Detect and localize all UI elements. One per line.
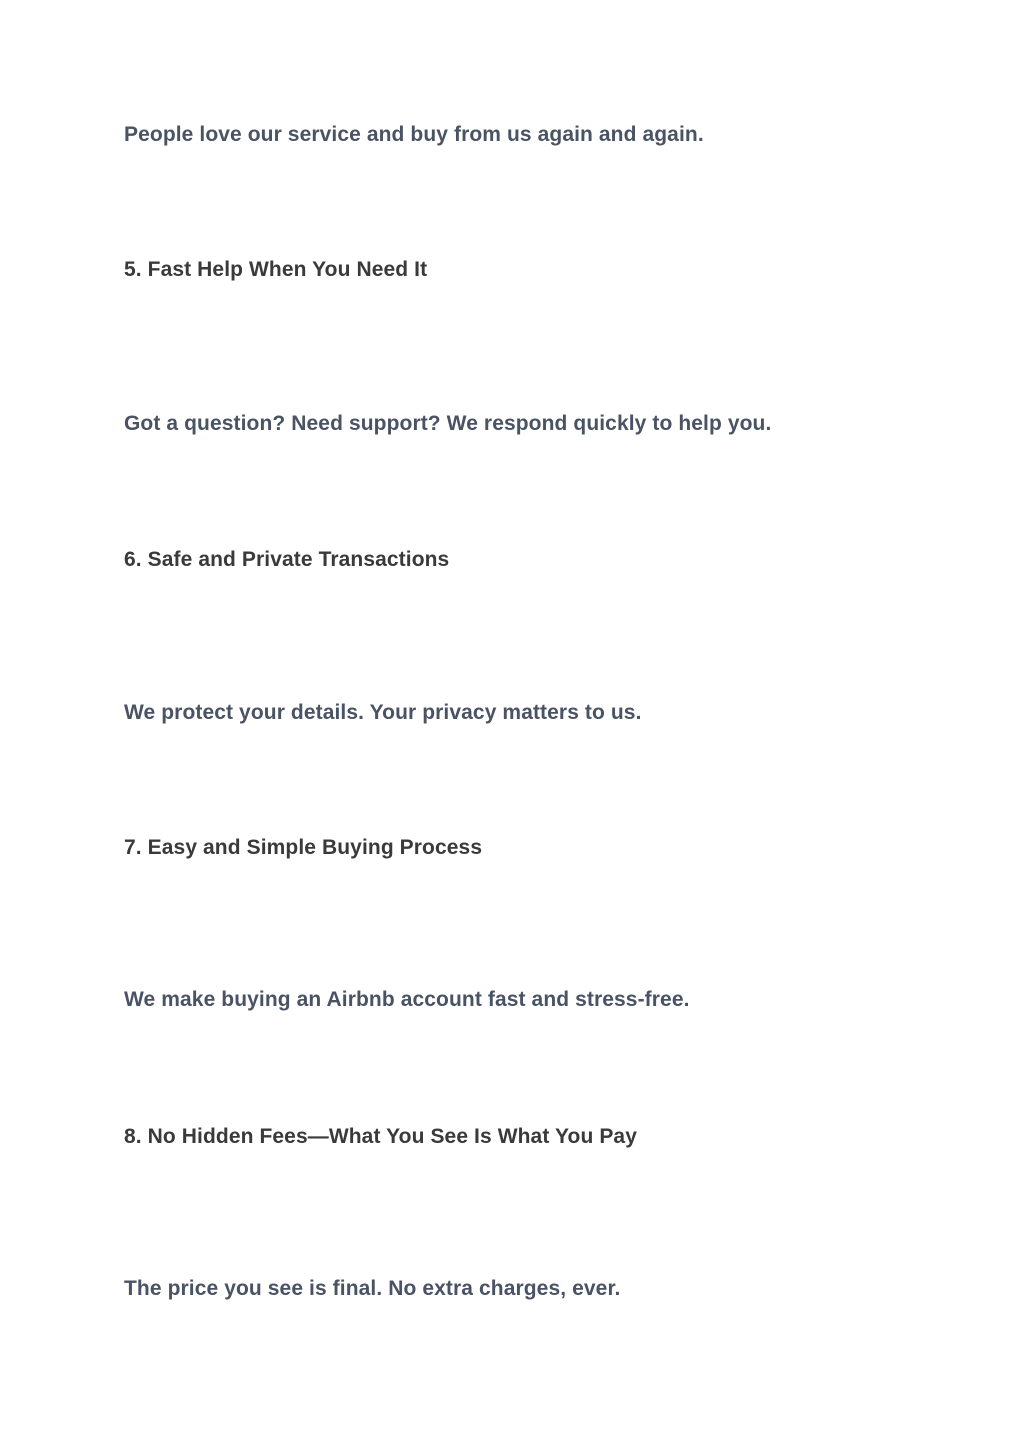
statement-privacy: We protect your details. Your privacy matters to us. — [124, 701, 642, 724]
heading-safe-private-transactions: 6. Safe and Private Transactions — [124, 548, 450, 571]
statement-repeat-customers: People love our service and buy from us again and again. — [124, 123, 704, 146]
statement-final-price: The price you see is final. No extra charges, ever. — [124, 1277, 621, 1300]
statement-stress-free-buying: We make buying an Airbnb account fast and stress-free. — [124, 988, 690, 1011]
heading-no-hidden-fees: 8. No Hidden Fees—What You See Is What You Pay — [124, 1125, 637, 1148]
statement-support-response: Got a question? Need support? We respond quickly to help you. — [124, 412, 772, 435]
heading-easy-buying-process: 7. Easy and Simple Buying Process — [124, 836, 483, 859]
heading-fast-help: 5. Fast Help When You Need It — [124, 258, 428, 281]
